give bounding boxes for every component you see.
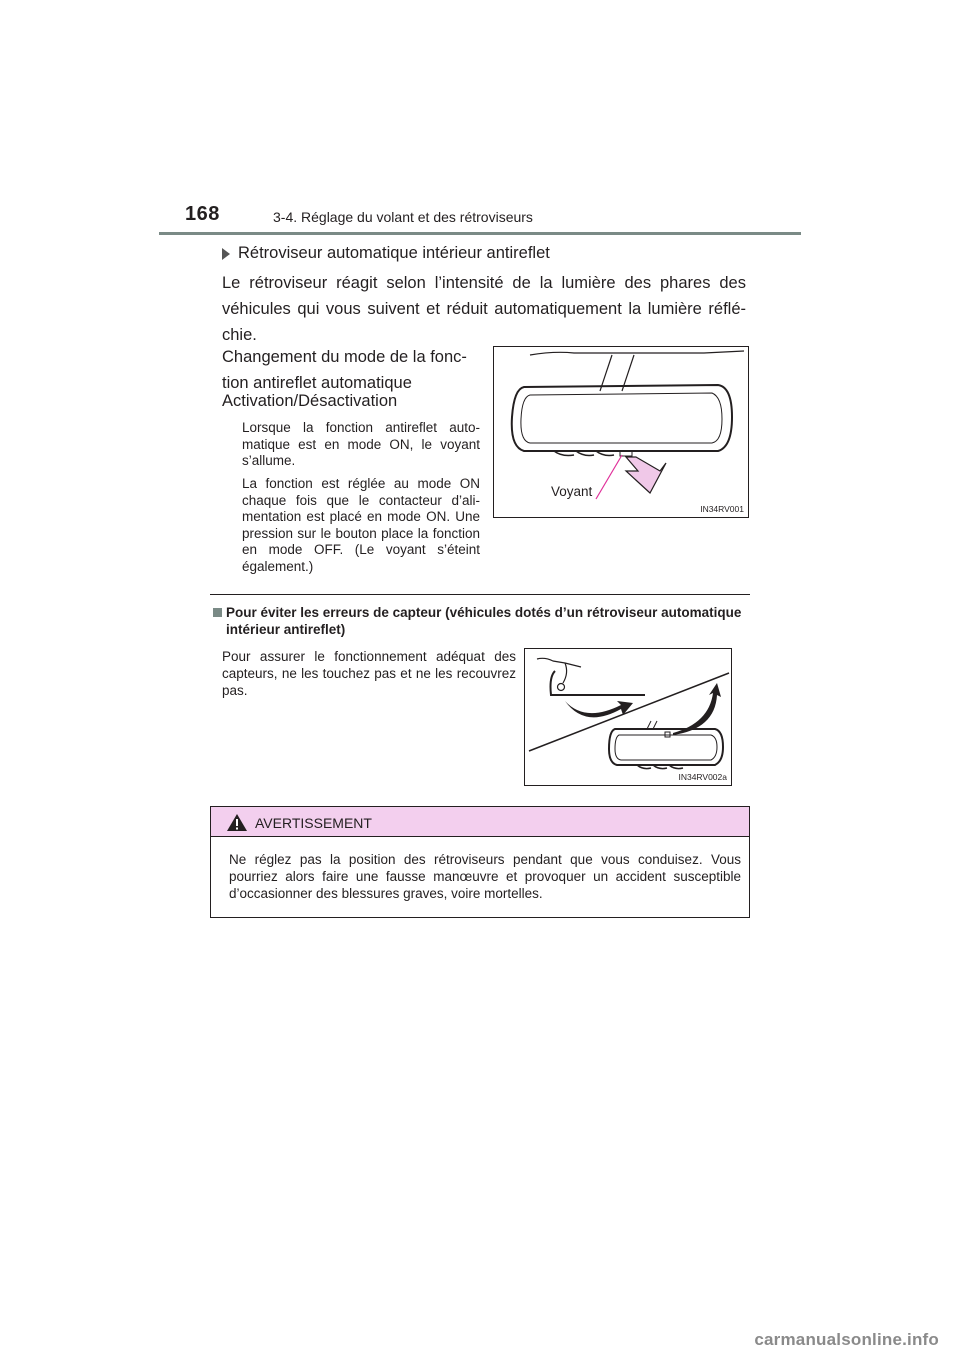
topic-heading-text: Rétroviseur automatique intérieur antireflet — [238, 244, 550, 262]
section-divider — [210, 594, 750, 595]
figure-code: IN34RV001 — [700, 504, 744, 514]
mode-change-paragraph: Changement du mode de la fonc-tion antireflet automatique — [222, 348, 467, 392]
section-title: 3-4. Réglage du volant et des rétroviseurs — [273, 209, 533, 225]
note-body: Pour assurer le fonctionnement adéquat des capteurs, ne les touchez pas et ne les recouvrez pas. — [222, 649, 516, 698]
sensor-figure — [524, 648, 732, 786]
square-bullet-icon — [213, 608, 222, 617]
warning-title: AVERTISSEMENT — [255, 815, 372, 831]
intro-paragraph: Le rétroviseur réagit selon l’intensité de la lumière des phares des véhicules qui vous suivent et réduit automatiquement la lumière réflé-chie. — [222, 274, 746, 344]
activation-label: Activation/Désactivation — [222, 392, 398, 410]
warning-box — [210, 806, 750, 918]
note-heading-text: Pour éviter les erreurs de capteur (véhicules dotés d’un rétroviseur automatique intérieur antireflet) — [226, 605, 742, 637]
mirror-figure — [493, 346, 749, 518]
triangle-bullet-icon — [222, 248, 230, 260]
note-heading — [213, 604, 749, 638]
indicator-label: Voyant — [551, 484, 593, 499]
activation-note-1: Lorsque la fonction antireflet auto-matique est en mode ON, le voyant s’allume. — [242, 420, 480, 468]
sensor-illustration — [525, 649, 732, 786]
mirror-illustration — [494, 347, 749, 518]
warning-header — [211, 807, 749, 837]
warning-triangle-icon — [226, 813, 248, 832]
figure-code: IN34RV002a — [678, 772, 727, 782]
page-number: 168 — [185, 203, 220, 225]
warning-body: Ne réglez pas la position des rétroviseurs pendant que vous conduisez. Vous pourriez alors faire une fausse manœuvre et provoquer un accident susceptible d’occasionner des blessures graves, voire mortelles. — [229, 852, 741, 901]
activation-note-2: La fonction est réglée au mode ON chaque fois que le contacteur d’ali-mentation est placé en mode ON. Une pression sur le bouton place la fonction en mode OFF. (Le voyant s’éteint également.) — [242, 476, 480, 574]
watermark: carmanualsonline.info — [754, 1330, 939, 1349]
topic-heading — [222, 244, 550, 263]
header-rule — [159, 232, 801, 235]
